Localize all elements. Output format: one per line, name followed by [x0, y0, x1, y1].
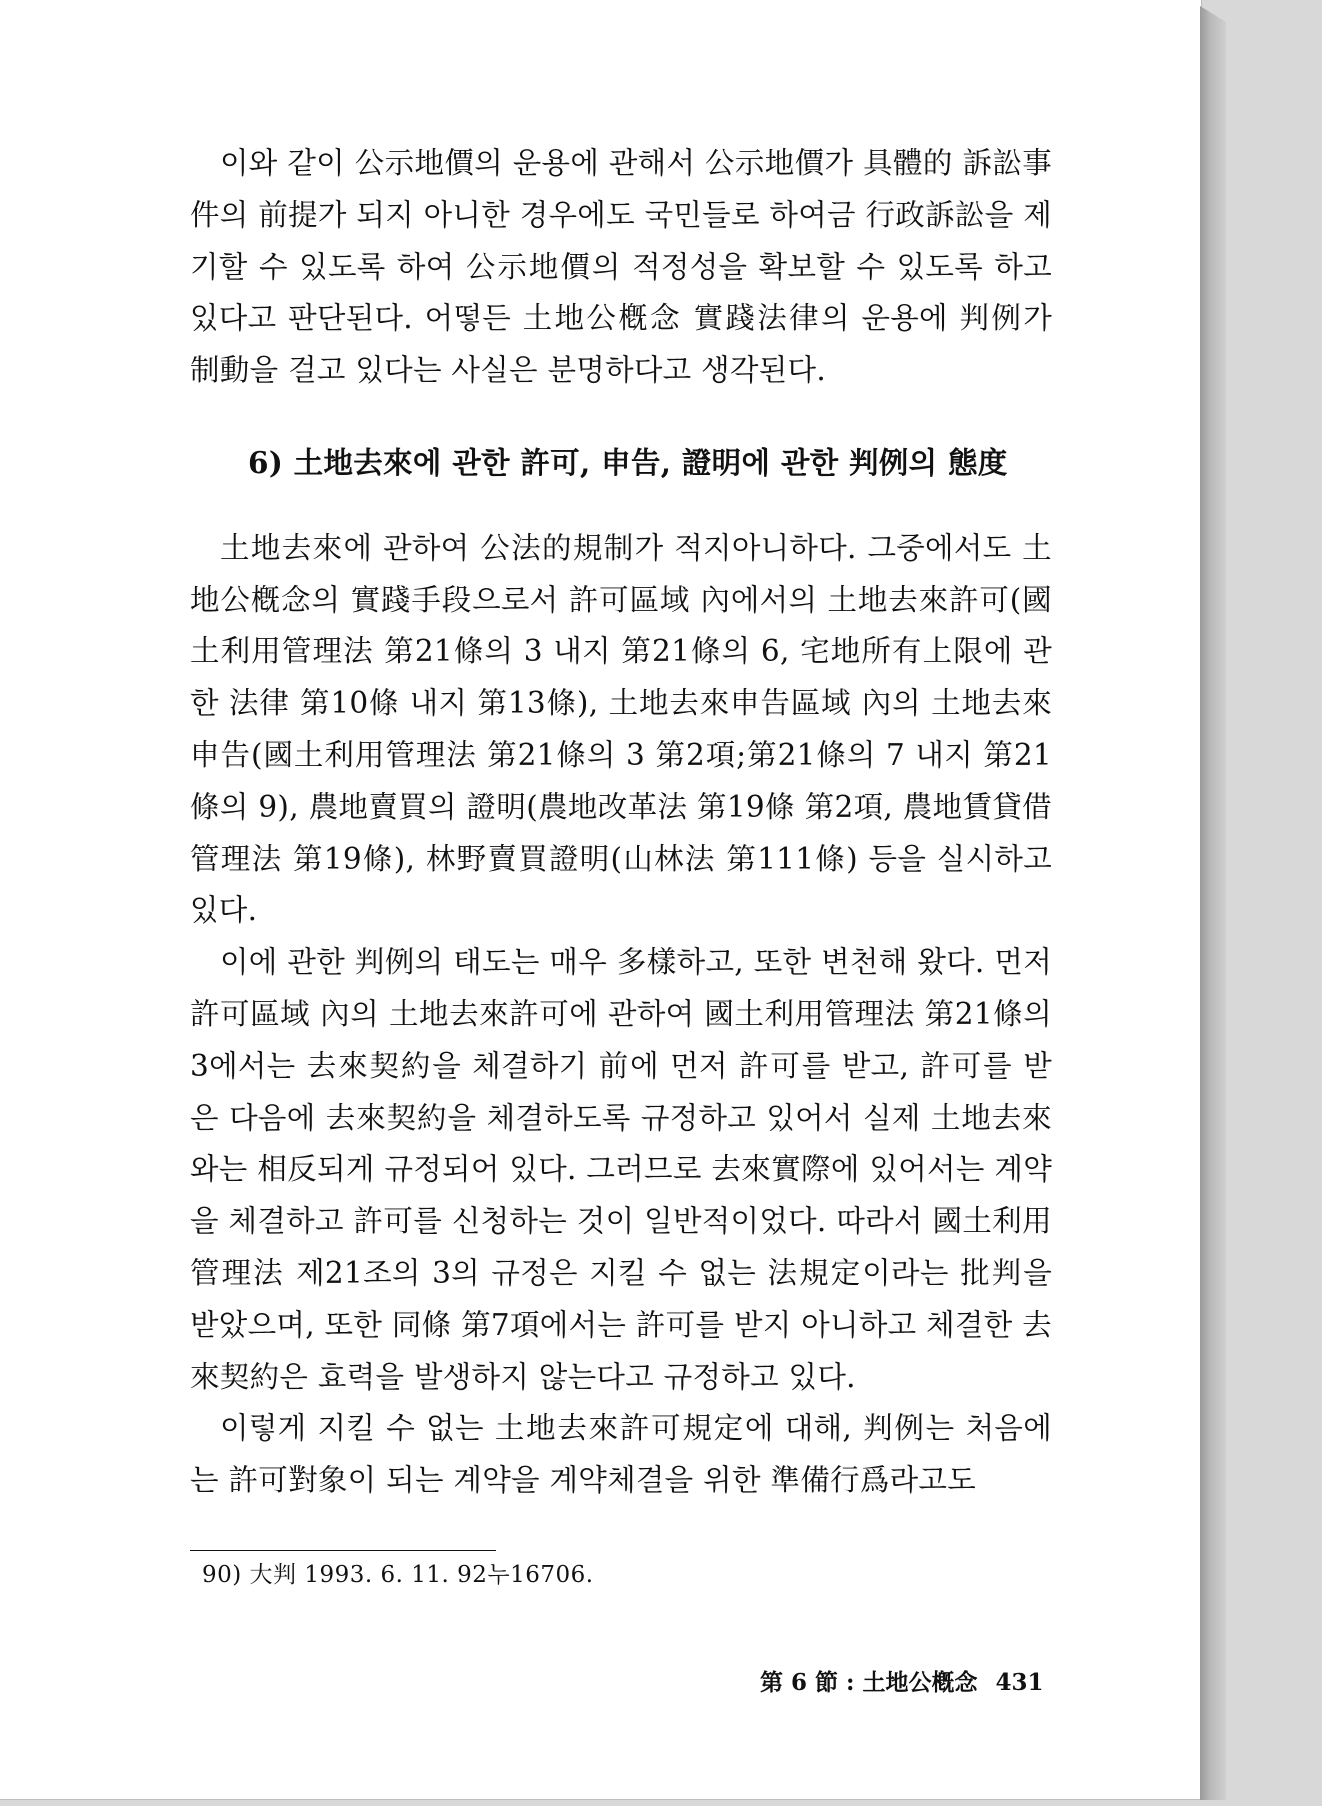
- footnote: 90) 大判 1993. 6. 11. 92누16706.: [202, 1562, 594, 1588]
- page-number: 431: [995, 1669, 1044, 1696]
- paragraph-3: 이렇게 지킬 수 없는 土地去來許可規定에 대해, 判例는 처음에는 許可對象이 되는 계약을 계약체결을 위한 準備行爲라고도: [190, 1411, 1052, 1498]
- footnote-divider: [190, 1550, 496, 1551]
- section-heading: 6) 土地去來에 관한 許可, 申告, 證明에 관한 判例의 態度: [248, 444, 1008, 480]
- page-content: [190, 138, 1052, 1507]
- running-footer: [760, 1668, 1060, 1698]
- paragraph-intro: 이와 같이 公示地價의 운용에 관해서 公示地價가 具體的 訴訟事件의 前提가 되지 아니한 경우에도 국민들로 하여금 行政訴訟을 제기할 수 있도록 하여 公示地價의 적정성을 확보할 수 있도록 하고 있다고 판단된다. 어떻든 土地公槪念 實踐法律의 운용에 判例가 制動을 걸고 있다는 사실은 분명하다고 생각된다.: [190, 146, 1052, 388]
- page-edge-shadow: [1200, 6, 1226, 1800]
- paragraph-2: 이에 관한 判例의 태도는 매우 多樣하고, 또한 변천해 왔다. 먼저 許可區域 內의 土地去來許可에 관하여 國土利用管理法 第21條의 3에서는 去來契約을 체결하기 前에 먼저 許可를 받고, 許可를 받은 다음에 去來契約을 체결하도록 규정하고 있어서 실제 土地去來와는 相反되게 규정되어 있다. 그러므로 去來實際에 있어서는 계약을 체결하고 許可를 신청하는 것이 일반적이었다. 따라서 國土利用管理法 제21조의 3의 규정은 지킬 수 없는 法規定이라는 批判을 받았으며, 또한 同條 第7項에서는 許可를 받지 아니하고 체결한 去來契約은 효력을 발생하지 않는다고 규정하고 있다.: [190, 945, 1052, 1394]
- footer-section-title: 第 6 節 : 土地公槪念: [760, 1669, 978, 1696]
- paragraph-1: 土地去來에 관하여 公法的規制가 적지아니하다. 그중에서도 土地公槪念의 實踐手段으로서 許可區域 內에서의 土地去來許可(國土利用管理法 第21條의 3 내지 第21條의 6, 宅地所有上限에 관한 法律 第10條 내지 第13條), 土地去來申告區域 內의 土地去來申告(國土利用管理法 第21條의 3 第2項;第21條의 7 내지 第21條의 9), 農地賣買의 證明(農地改革法 第19條 第2項, 農地賃貸借管理法 第19條), 林野賣買證明(山林法 第111條) 등을 실시하고 있다.: [190, 530, 1052, 928]
